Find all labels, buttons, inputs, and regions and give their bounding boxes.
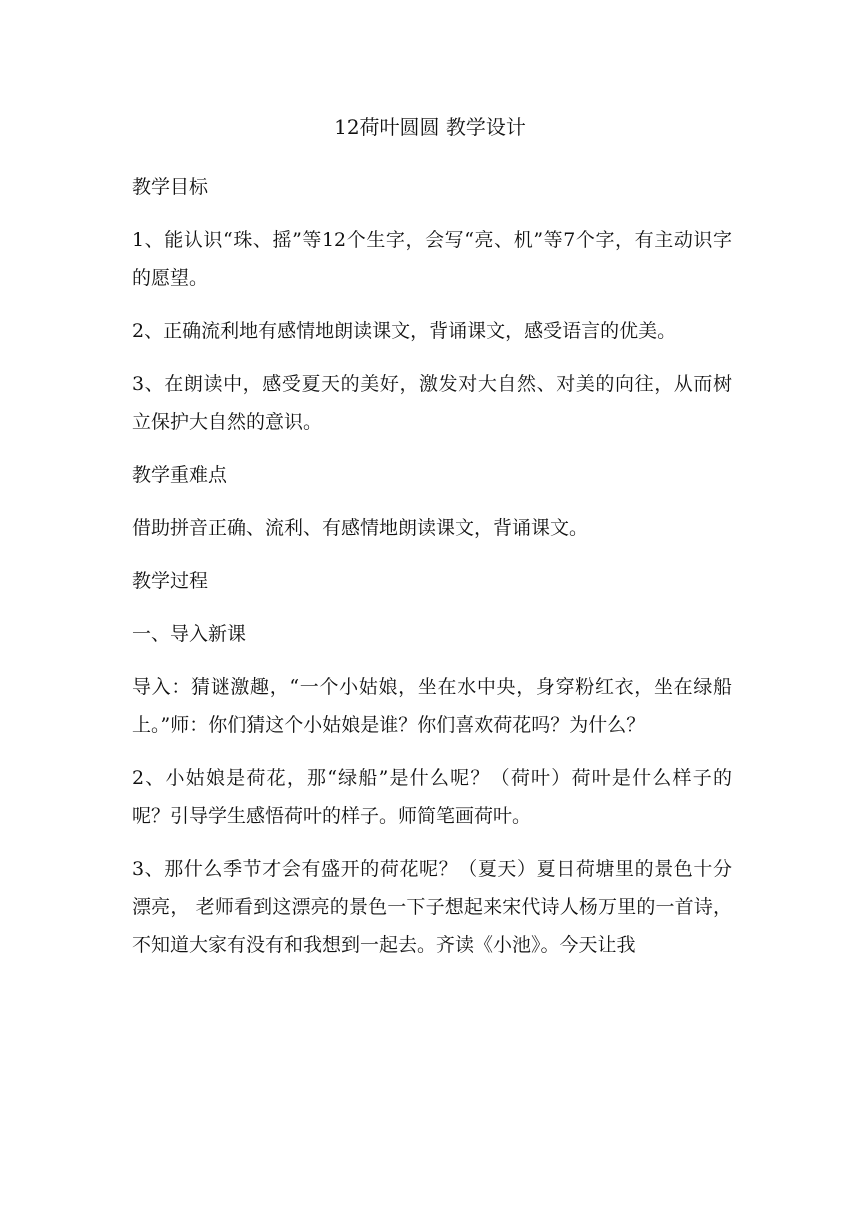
- section-heading-teaching-goals: 教学目标: [132, 176, 209, 198]
- goal-item-1: 1、能认识“珠、摇”等12个生字，会写“亮、机”等7个字，有主动识字的愿望。: [132, 229, 732, 289]
- document-title: 12荷叶圆圆 教学设计: [334, 115, 526, 139]
- process-step-heading-1: 一、导入新课: [132, 623, 247, 645]
- process-paragraph-2: 2、小姑娘是荷花，那“绿船”是什么呢？（荷叶）荷叶是什么样子的呢？引导学生感悟荷叶的样子。师简笔画荷叶。: [132, 767, 732, 827]
- section-heading-key-difficulties: 教学重难点: [132, 464, 228, 486]
- goal-item-3: 3、在朗读中，感受夏天的美好，激发对大自然、对美的向往，从而树立保护大自然的意识。: [132, 373, 732, 433]
- section-heading-teaching-process: 教学过程: [132, 570, 209, 592]
- key-difficulty-text: 借助拼音正确、流利、有感情地朗读课文，背诵课文。: [132, 517, 589, 539]
- document-body: [132, 168, 732, 964]
- goal-item-2: 2、正确流利地有感情地朗读课文，背诵课文，感受语言的优美。: [132, 320, 677, 342]
- process-paragraph-3: 3、那什么季节才会有盛开的荷花呢？（夏天）夏日荷塘里的景色十分漂亮， 老师看到这漂亮的景色一下子想起来宋代诗人杨万里的一首诗，不知道大家有没有和我想到一起去。齐读《小池》。今天让我: [132, 858, 732, 956]
- process-paragraph-intro: 导入：猜谜激趣，“一个小姑娘，坐在水中央，身穿粉红衣，坐在绿船上。”师：你们猜这个小姑娘是谁？你们喜欢荷花吗？为什么？: [132, 676, 732, 736]
